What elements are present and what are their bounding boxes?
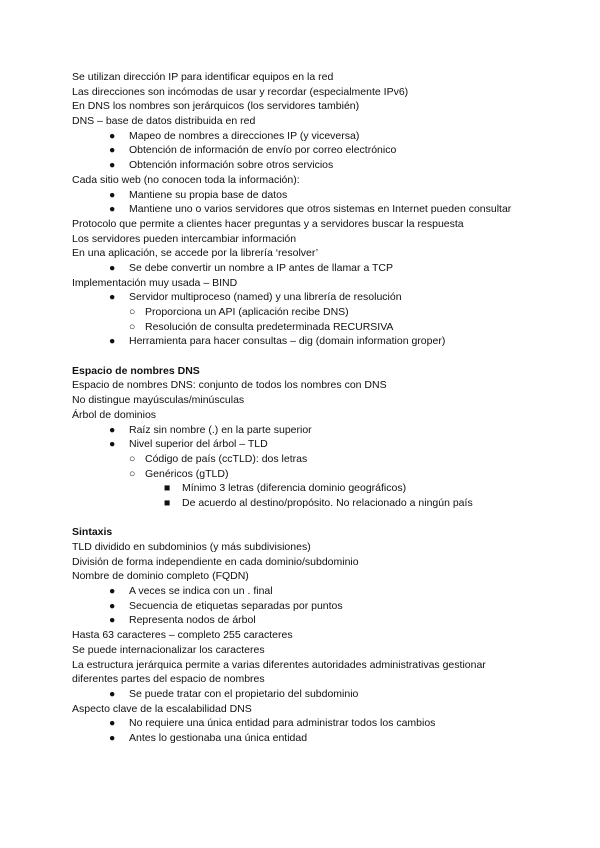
bullet-text: Proporciona un API (aplicación recibe DNS): [145, 306, 349, 318]
bullet-circle-icon: ○: [129, 320, 136, 333]
bullet-disc-icon: ●: [109, 203, 116, 216]
bullet-disc-icon: ●: [109, 423, 116, 436]
bullet-circle-icon: ○: [129, 306, 136, 318]
bullet-text: Mantiene su propia base de datos: [129, 188, 288, 201]
bullet-disc-icon: ●: [109, 687, 116, 700]
bullet-text: Nivel superior del árbol – TLD: [129, 438, 268, 451]
bullet-disc-icon: ●: [109, 261, 116, 274]
bullet-text: Representa nodos de árbol: [129, 614, 256, 627]
bullet-disc-icon: ●: [109, 291, 116, 304]
text-line: diferentes partes del espacio de nombres: [72, 673, 265, 686]
bullet-text: Antes lo gestionaba una única entidad: [129, 731, 308, 744]
bullet-text: Herramienta para hacer consultas – dig (domain information groper): [129, 335, 446, 348]
text-line: Espacio de nombres DNS: conjunto de todos los nombres con DNS: [72, 379, 387, 392]
sub-bullet-item: [72, 452, 572, 467]
bullet-text: Obtención de información de envío por correo electrónico: [129, 144, 397, 157]
bullet-item: [72, 129, 572, 144]
bullet-item: [72, 188, 572, 203]
sub-sub-bullet-item: [72, 496, 572, 511]
bullet-text: Mantiene uno o varios servidores que otros sistemas en Internet pueden consultar: [129, 203, 512, 216]
bullet-circle-icon: ○: [129, 467, 136, 480]
text-line: Aspecto clave de la escalabilidad DNS: [72, 702, 252, 715]
bullet-disc-icon: ●: [109, 335, 116, 348]
bullet-text: Servidor multiproceso (named) y una librería de resolución: [129, 291, 402, 304]
text-line: Nombre de dominio completo (FQDN): [72, 570, 249, 583]
document-body: [72, 70, 572, 746]
text-line: Hasta 63 caracteres – completo 255 caracteres: [72, 629, 293, 642]
bullet-disc-icon: ●: [109, 717, 116, 730]
bullet-item: [72, 158, 572, 173]
bullet-item: [72, 613, 572, 628]
bullet-text: Obtención información sobre otros servicios: [129, 159, 334, 172]
bullet-disc-icon: ●: [109, 599, 116, 612]
bullet-text: A veces se indica con un . final: [129, 585, 273, 598]
text-line: Implementación muy usada – BIND: [72, 276, 238, 289]
bullet-disc-icon: ●: [109, 585, 116, 598]
bullet-square-icon: ■: [164, 496, 171, 509]
bullet-text: Genéricos (gTLD): [145, 467, 229, 480]
bullet-text: Raíz sin nombre (.) en la parte superior: [129, 423, 312, 436]
bullet-item: [72, 437, 572, 452]
bullet-item: [72, 423, 572, 438]
spacer: [72, 349, 572, 364]
bullet-text: No requiere una única entidad para administrar todos los cambios: [129, 717, 436, 730]
sub-bullet-item: [72, 320, 572, 335]
sub-bullet-item: [72, 305, 572, 320]
text-line: Los servidores pueden intercambiar información: [72, 232, 297, 245]
text-line: TLD dividido en subdominios (y más subdivisiones): [72, 541, 311, 553]
bullet-text: Mínimo 3 letras (diferencia dominio geográficos): [182, 482, 407, 495]
bullet-disc-icon: ●: [109, 731, 116, 744]
text-line: En DNS los nombres son jerárquicos (los servidores también): [72, 100, 360, 113]
bullet-item: [72, 261, 572, 276]
text-line: Las direcciones son incómodas de usar y recordar (especialmente IPv6): [72, 85, 409, 98]
bullet-item: [72, 599, 572, 614]
spacer: [72, 511, 572, 526]
bullet-item: [72, 731, 572, 746]
sub-bullet-item: [72, 467, 572, 482]
bullet-item: [72, 202, 572, 217]
bullet-item: [72, 143, 572, 158]
text-line: Protocolo que permite a clientes hacer preguntas y a servidores buscar la respuesta: [72, 217, 464, 230]
text-line: Árbol de dominios: [72, 408, 157, 421]
section-heading: Espacio de nombres DNS: [72, 364, 200, 377]
bullet-text: Secuencia de etiquetas separadas por puntos: [129, 599, 343, 612]
bullet-item: [72, 687, 572, 702]
bullet-text: De acuerdo al destino/propósito. No relacionado a ningún país: [182, 496, 473, 509]
bullet-text: Se debe convertir un nombre a IP antes de llamar a TCP: [129, 261, 394, 274]
bullet-disc-icon: ●: [109, 438, 116, 451]
bullet-text: Mapeo de nombres a direcciones IP (y viceversa): [129, 129, 360, 142]
text-line: DNS – base de datos distribuida en red: [72, 115, 256, 128]
bullet-text: Resolución de consulta predeterminada RECURSIVA: [145, 320, 394, 333]
bullet-disc-icon: ●: [109, 188, 116, 201]
text-line: División de forma independiente en cada dominio/subdominio: [72, 555, 359, 568]
section-heading: Sintaxis: [72, 526, 113, 539]
text-line: Se puede internacionalizar los caracteres: [72, 643, 265, 656]
bullet-item: [72, 290, 572, 305]
bullet-disc-icon: ●: [109, 129, 116, 142]
text-line: No distingue mayúsculas/minúsculas: [72, 394, 245, 407]
bullet-item: [72, 716, 572, 731]
bullet-square-icon: ■: [164, 482, 171, 495]
bullet-circle-icon: ○: [129, 452, 136, 465]
sub-sub-bullet-item: [72, 481, 572, 496]
bullet-item: [72, 334, 572, 349]
text-line: La estructura jerárquica permite a varias diferentes autoridades administrativas gestionar: [72, 658, 486, 671]
text-line: Cada sitio web (no conocen toda la información):: [72, 173, 300, 186]
text-line: En una aplicación, se accede por la librería ‘resolver’: [72, 247, 319, 260]
bullet-disc-icon: ●: [109, 614, 116, 627]
bullet-item: [72, 584, 572, 599]
bullet-text: Se puede tratar con el propietario del subdominio: [129, 687, 359, 700]
bullet-disc-icon: ●: [109, 144, 116, 157]
bullet-text: Código de país (ccTLD): dos letras: [145, 452, 308, 465]
text-line: Se utilizan dirección IP para identificar equipos en la red: [72, 71, 334, 83]
bullet-disc-icon: ●: [109, 159, 116, 172]
